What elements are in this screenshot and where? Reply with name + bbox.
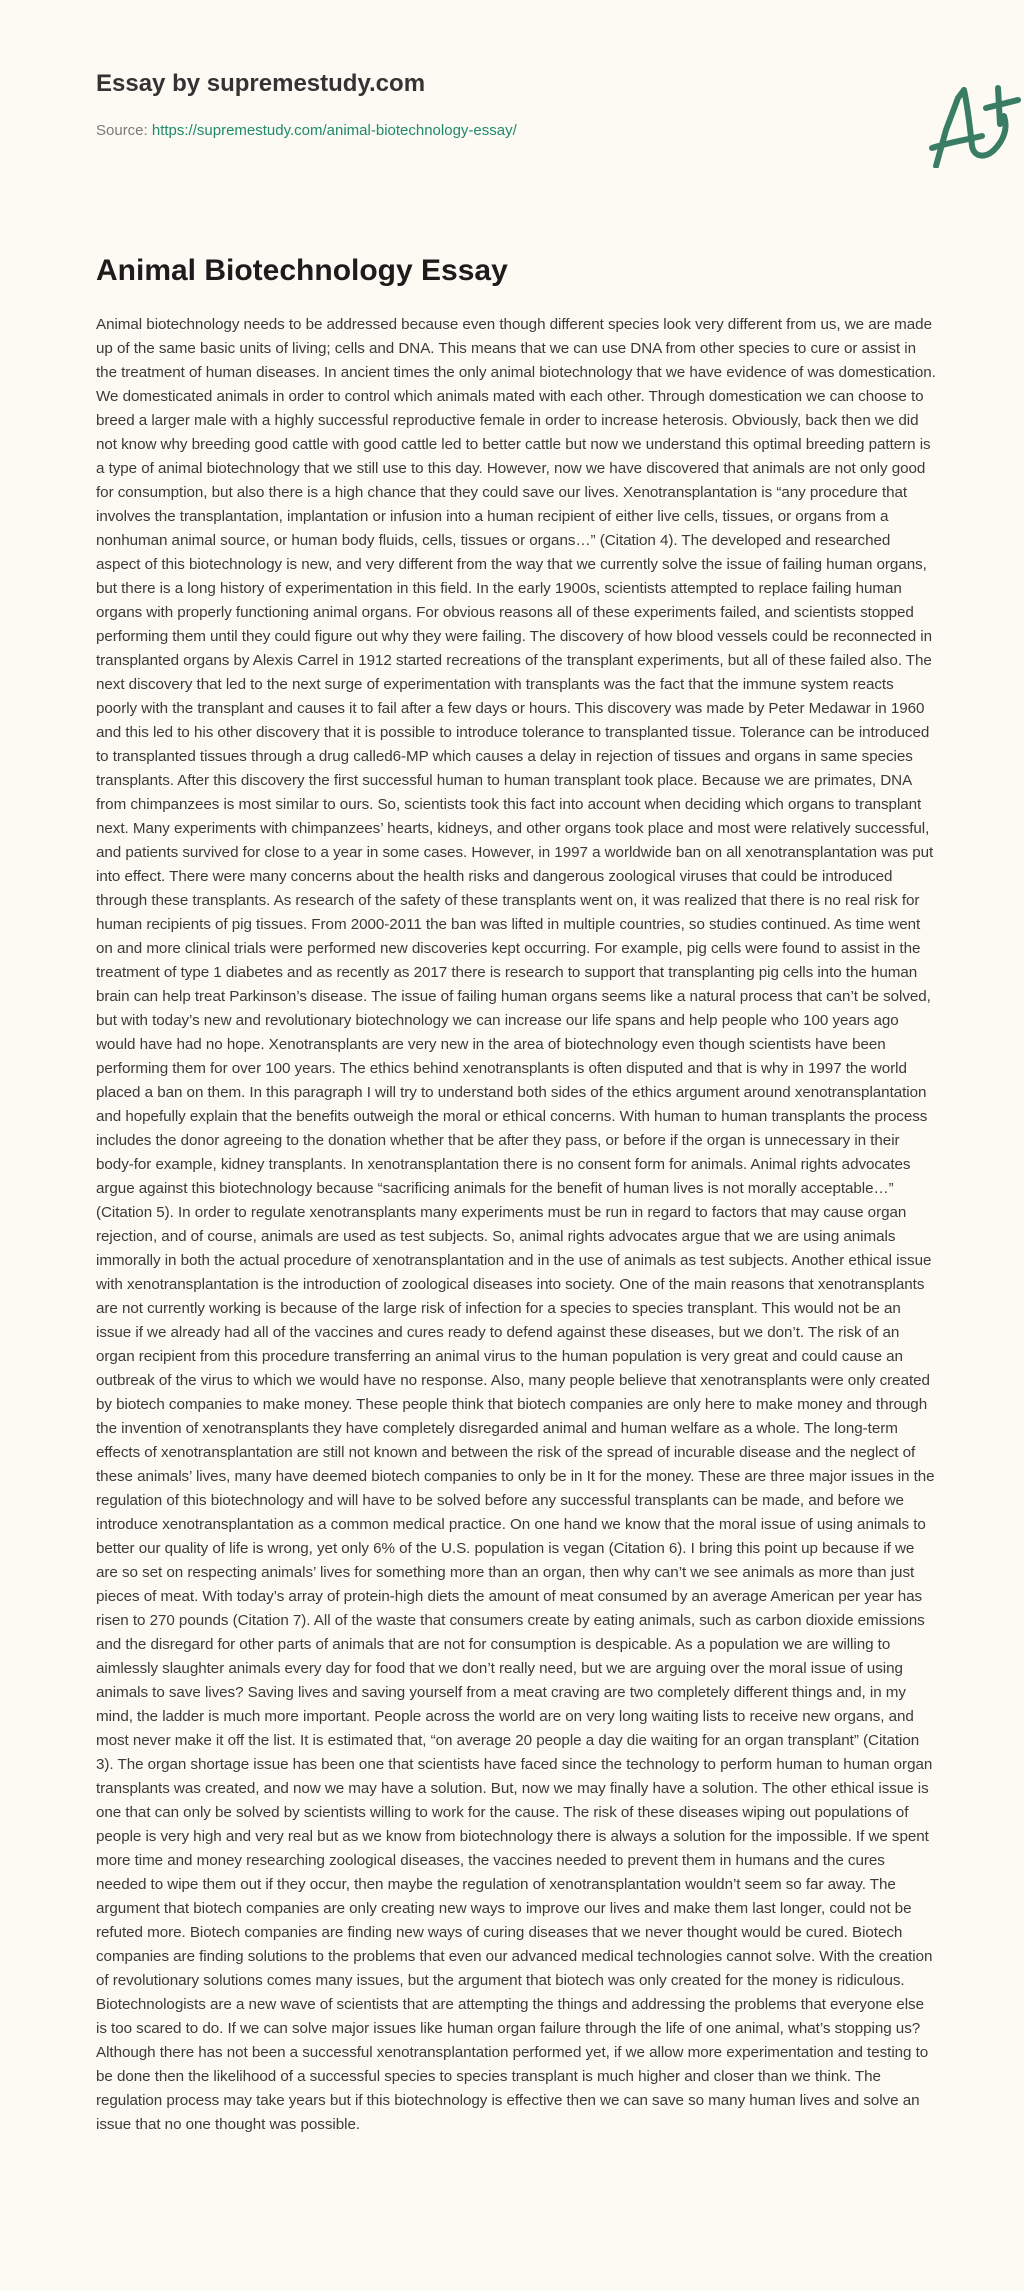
essay-title: Animal Biotechnology Essay bbox=[96, 254, 508, 287]
source-label: Source: bbox=[96, 122, 152, 139]
essay-body: Animal biotechnology needs to be addressed because even though different species look very different from us, we are made up of the same basic units of living; cells and DNA. This means that we can use DNA from other species to cure or assist in the treatment of human diseases. In ancient times the only animal biotechnology that we have evidence of was domestication. We domesticated animals in order to control which animals mated with each other. Through domestication we can choose to breed a larger male with a highly successful reproductive female in order to increase heterosis. Obviously, back then we did not know why breeding good cattle with good cattle led to better cattle but now we understand this optimal breeding pattern is a type of animal biotechnology that we still use to this day. However, now we have discovered that animals are not only good for consumption, but also there is a high chance that they could save our lives. Xenotransplantation is “any procedure that involves the transplantation, implantation or infusion into a human recipient of either live cells, tissues, or organs from a nonhuman animal source, or human body fluids, cells, tissues or organs…” (Citation 4). The developed and researched aspect of this biotechnology is new, and very different from the way that we currently solve the issue of failing human organs, but there is a long history of experimentation in this field. In the early 1900s, scientists attempted to replace failing human organs with properly functioning animal organs. For obvious reasons all of these experiments failed, and scientists stopped performing them until they could figure out why they were failing. The discovery of how blood vessels could be reconnected in transplanted organs by Alexis Carrel in 1912 started recreations of the transplant experiments, but all of these failed also. The next discovery that led to the next surge of experimentation with transplants was the fact that the immune system reacts poorly with the transplant and causes it to fail after a few days or hours. This discovery was made by Peter Medawar in 1960 and this led to his other discovery that it is possible to introduce tolerance to transplanted tissue. Tolerance can be introduced to transplanted tissues through a drug called6-MP which causes a delay in rejection of tissues and organs in same species transplants. After this discovery the first successful human to human transplant took place. Because we are primates, DNA from chimpanzees is most similar to ours. So, scientists took this fact into account when deciding which organs to transplant next. Many experiments with chimpanzees’ hearts, kidneys, and other organs took place and most were relatively successful, and patients survived for close to a year in some cases. However, in 1997 a worldwide ban on all xenotransplantation was put into effect. There were many concerns about the health risks and dangerous zoological viruses that could be introduced through these transplants. As research of the safety of these transplants went on, it was realized that there is no real risk for human recipients of pig tissues. From 2000-2011 the ban was lifted in multiple countries, so studies continued. As time went on and more clinical trials were performed new discoveries kept occurring. For example, pig cells were found to assist in the treatment of type 1 diabetes and as recently as 2017 there is research to support that transplanting pig cells into the human brain can help treat Parkinson’s disease. The issue of failing human organs seems like a natural process that can’t be solved, but with today’s new and revolutionary biotechnology we can increase our life spans and help people who 100 years ago would have had no hope. Xenotransplants are very new in the area of biotechnology even though scientists have been performing them for over 100 years. The ethics behind xenotransplants is often disputed and that is why in 1997 the world placed a ban on them. In this paragraph I will try to understand both sides of the ethics argument around xenotransplantation and hopefully explain that the benefits outweigh the moral or ethical concerns. With human to human transplants the process includes the donor agreeing to the donation whether that be after they pass, or before if the organ is unnecessary in their body-for example, kidney transplants. In xenotransplantation there is no consent form for animals. Animal rights advocates argue against this biotechnology because “sacrificing animals for the benefit of human lives is not morally acceptable…” (Citation 5). In order to regulate xenotransplants many experiments must be run in regard to factors that may cause organ rejection, and of course, animals are used as test subjects. So, animal rights advocates argue that we are using animals immorally in both the actual procedure of xenotransplantation and in the use of animals as test subjects. Another ethical issue with xenotransplantation is the introduction of zoological diseases into society. One of the main reasons that xenotransplants are not currently working is because of the large risk of infection for a species to species transplant. This would not be an issue if we already had all of the vaccines and cures ready to defend against these diseases, but we don’t. The risk of an organ recipient from this procedure transferring an animal virus to the human population is very great and could cause an outbreak of the virus to which we would have no response. Also, many people believe that xenotransplants were only created by biotech companies to make money. These people think that biotech companies are only here to make money and through the invention of xenotransplants they have completely disregarded animal and human welfare as a whole. The long-term effects of xenotransplantation are still not known and between the risk of the spread of incurable disease and the neglect of these animals’ lives, many have deemed biotech companies to only be in It for the money. These are three major issues in the regulation of this biotechnology and will have to be solved before any successful transplants can be made, and before we introduce xenotransplantation as a common medical practice. On one hand we know that the moral issue of using animals to better our quality of life is wrong, yet only 6% of the U.S. population is vegan (Citation 6). I bring this point up because if we are so set on respecting animals’ lives for something more than an organ, then why can’t we see animals as more than just pieces of meat. With today’s array of protein-high diets the amount of meat consumed by an average American per year has risen to 270 pounds (Citation 7). All of the waste that consumers create by eating animals, such as carbon dioxide emissions and the disregard for other parts of animals that are not for consumption is despicable. As a population we are willing to aimlessly slaughter animals every day for food that we don’t really need, but we are arguing over the moral issue of using animals to save lives? Saving lives and saving yourself from a meat craving are two completely different things and, in my mind, the ladder is much more important. People across the world are on very long waiting lists to receive new organs, and most never make it off the list. It is estimated that, “on average 20 people a day die waiting for an organ transplant” (Citation 3). The organ shortage issue has been one that scientists have faced since the technology to perform human to human organ transplants was created, and now we may have a solution. But, now we may finally have a solution. The other ethical issue is one that can only be solved by scientists willing to work for the cause. The risk of these diseases wiping out populations of people is very high and very real but as we know from biotechnology there is always a solution for the impossible. If we spent more time and money researching zoological diseases, the vaccines needed to prevent them in humans and the cures needed to wipe them out if they occur, then maybe the regulation of xenotransplantation wouldn’t seem so far away. The argument that biotech companies are only creating new ways to improve our lives and make them last longer, could not be refuted more. Biotech companies are finding new ways of curing diseases that we never thought would be cured. Biotech companies are finding solutions to the problems that even our advanced medical technologies cannot solve. With the creation of revolutionary solutions comes many issues, but the argument that biotech was only created for the money is ridiculous. Biotechnologists are a new wave of scientists that are attempting the things and addressing the problems that everyone else is too scared to do. If we can solve major issues like human organ failure through the life of one animal, what’s stopping us? Although there has not been a successful xenotransplantation performed yet, if we allow more experimentation and testing to be done then the likelihood of a successful species to species transplant is much higher and closer than we think. The regulation process may take years but if this biotechnology is effective then we can save so many human lives and solve an issue that no one thought was possible. bbox=[96, 316, 936, 2133]
page-header bbox=[96, 0, 936, 200]
source-line bbox=[96, 122, 517, 139]
site-title: Essay by supremestudy.com bbox=[96, 70, 426, 97]
a-plus-grade-icon bbox=[916, 68, 1024, 168]
source-link[interactable]: https://supremestudy.com/animal-biotechnology-essay/ bbox=[151, 122, 517, 139]
